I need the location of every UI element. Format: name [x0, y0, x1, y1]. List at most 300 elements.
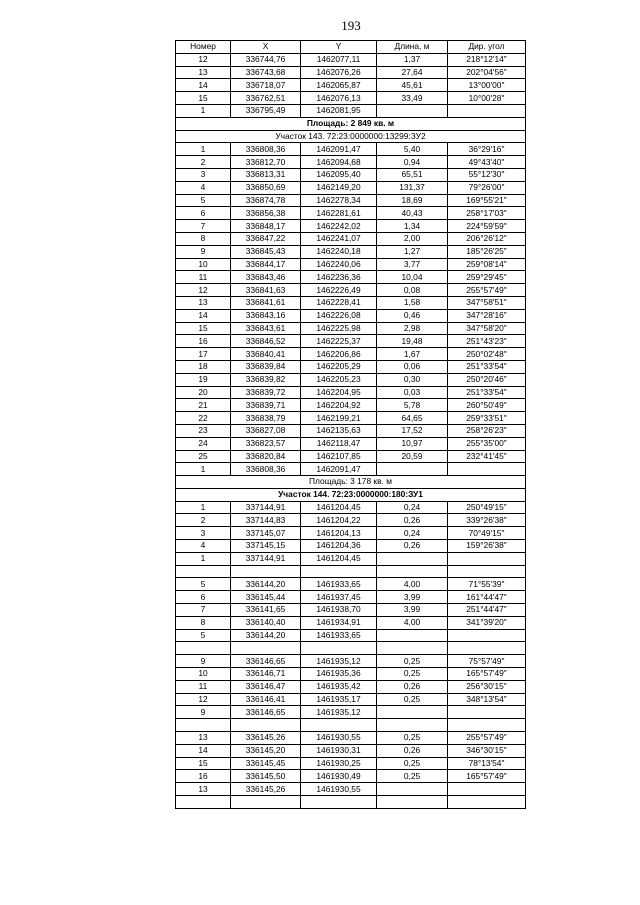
cell-x: 336145,50 — [231, 770, 301, 783]
cell-x: 336144,20 — [231, 578, 301, 591]
cell-y: 1462278,34 — [301, 194, 377, 207]
table-row — [176, 552, 526, 565]
cell-y: 1462095,40 — [301, 168, 377, 181]
table-row — [176, 693, 526, 706]
header-x: X — [231, 41, 301, 54]
header-row — [176, 41, 526, 54]
cell-number — [176, 642, 231, 655]
cell-direction-angle: 250°02'48" — [448, 348, 526, 361]
cell-y: 1461935,36 — [301, 668, 377, 681]
cell-number: 13 — [176, 783, 231, 796]
cell-y: 1462091,47 — [301, 463, 377, 476]
cell-direction-angle — [448, 642, 526, 655]
cell-direction-angle: 185°26'25" — [448, 245, 526, 258]
cell-length: 45,61 — [377, 79, 448, 92]
cell-number: 5 — [176, 194, 231, 207]
cell-number: 9 — [176, 706, 231, 719]
cell-direction-angle: 78°13'54" — [448, 757, 526, 770]
cell-direction-angle: 218°12'14" — [448, 53, 526, 66]
header-number: Номер — [176, 41, 231, 54]
cell-y: 1462205,23 — [301, 373, 377, 386]
cell-x: 337144,91 — [231, 552, 301, 565]
cell-length: 4,00 — [377, 616, 448, 629]
cell-x: 336718,07 — [231, 79, 301, 92]
cell-number: 11 — [176, 271, 231, 284]
cell-length — [377, 719, 448, 732]
cell-direction-angle: 339°26'38" — [448, 514, 526, 527]
cell-x: 336145,44 — [231, 591, 301, 604]
table-row — [176, 284, 526, 297]
table-row — [176, 450, 526, 463]
cell-direction-angle — [448, 104, 526, 117]
cell-x: 336812,70 — [231, 156, 301, 169]
cell-length: 0,24 — [377, 527, 448, 540]
cell-number: 25 — [176, 450, 231, 463]
cell-length — [377, 796, 448, 809]
table-row — [176, 783, 526, 796]
cell-y: 1461930,49 — [301, 770, 377, 783]
table-row — [176, 322, 526, 335]
cell-x: 336856,38 — [231, 207, 301, 220]
cell-y: 1461935,12 — [301, 706, 377, 719]
cell-x: 336144,20 — [231, 629, 301, 642]
cell-direction-angle: 159°26'38" — [448, 540, 526, 553]
cell-y: 1461935,17 — [301, 693, 377, 706]
table-row — [176, 565, 526, 578]
cell-number: 22 — [176, 412, 231, 425]
table-row — [176, 591, 526, 604]
cell-y: 1462226,08 — [301, 309, 377, 322]
cell-y — [301, 719, 377, 732]
cell-length: 0,94 — [377, 156, 448, 169]
cell-number: 7 — [176, 604, 231, 617]
cell-length: 0,25 — [377, 757, 448, 770]
cell-length — [377, 629, 448, 642]
cell-x — [231, 642, 301, 655]
cell-direction-angle: 161°44'47" — [448, 591, 526, 604]
cell-number: 2 — [176, 156, 231, 169]
cell-number: 19 — [176, 373, 231, 386]
cell-number: 1 — [176, 552, 231, 565]
cell-direction-angle: 255°57'49" — [448, 732, 526, 745]
cell-x: 336839,71 — [231, 399, 301, 412]
section-label: Площадь: 3 178 кв. м — [176, 476, 526, 489]
cell-direction-angle: 250°20'46" — [448, 373, 526, 386]
table-row — [176, 668, 526, 681]
cell-direction-angle: 206°26'12" — [448, 232, 526, 245]
cell-y: 1461937,45 — [301, 591, 377, 604]
cell-length: 0,03 — [377, 386, 448, 399]
table-row — [176, 604, 526, 617]
table-row — [176, 168, 526, 181]
cell-number: 1 — [176, 463, 231, 476]
cell-length: 1,37 — [377, 53, 448, 66]
cell-length: 1,58 — [377, 296, 448, 309]
cell-number: 10 — [176, 668, 231, 681]
table-row — [176, 796, 526, 809]
cell-length: 3,77 — [377, 258, 448, 271]
cell-x: 336827,08 — [231, 424, 301, 437]
table-row — [176, 399, 526, 412]
cell-number: 3 — [176, 168, 231, 181]
cell-length: 0,26 — [377, 744, 448, 757]
cell-number: 12 — [176, 284, 231, 297]
cell-x: 336146,71 — [231, 668, 301, 681]
cell-y: 1462118,47 — [301, 437, 377, 450]
cell-x: 336839,72 — [231, 386, 301, 399]
cell-direction-angle: 341°39'20" — [448, 616, 526, 629]
cell-length: 0,26 — [377, 514, 448, 527]
cell-number: 5 — [176, 629, 231, 642]
cell-direction-angle: 169°55'21" — [448, 194, 526, 207]
cell-number: 3 — [176, 527, 231, 540]
table-row — [176, 706, 526, 719]
cell-number: 20 — [176, 386, 231, 399]
cell-direction-angle: 10°00'28" — [448, 92, 526, 105]
cell-y: 1462076,13 — [301, 92, 377, 105]
cell-length: 10,04 — [377, 271, 448, 284]
cell-direction-angle: 256°30'15" — [448, 680, 526, 693]
table-row — [176, 373, 526, 386]
cell-direction-angle: 255°35'00" — [448, 437, 526, 450]
cell-x: 336823,57 — [231, 437, 301, 450]
cell-direction-angle: 255°57'49" — [448, 284, 526, 297]
cell-number: 4 — [176, 540, 231, 553]
cell-direction-angle — [448, 552, 526, 565]
table-row — [176, 258, 526, 271]
cell-direction-angle: 79°26'00" — [448, 181, 526, 194]
cell-direction-angle: 71°55'39" — [448, 578, 526, 591]
header-direction-angle: Дир. угол — [448, 41, 526, 54]
cell-number: 14 — [176, 309, 231, 322]
cell-direction-angle: 346°30'15" — [448, 744, 526, 757]
cell-number: 15 — [176, 757, 231, 770]
cell-y: 1462065,87 — [301, 79, 377, 92]
table-row — [176, 207, 526, 220]
coordinates-table — [175, 40, 526, 809]
section-label: Площадь: 2 849 кв. м — [176, 117, 526, 130]
cell-direction-angle: 259°08'14" — [448, 258, 526, 271]
cell-length: 1,67 — [377, 348, 448, 361]
cell-x: 336850,69 — [231, 181, 301, 194]
cell-direction-angle: 259°29'45" — [448, 271, 526, 284]
cell-length: 0,25 — [377, 693, 448, 706]
cell-length: 0,24 — [377, 501, 448, 514]
cell-y: 1462240,18 — [301, 245, 377, 258]
cell-number — [176, 565, 231, 578]
cell-length: 65,51 — [377, 168, 448, 181]
cell-y: 1462076,26 — [301, 66, 377, 79]
cell-x: 336841,63 — [231, 284, 301, 297]
cell-number: 14 — [176, 79, 231, 92]
cell-number: 14 — [176, 744, 231, 757]
cell-y: 1462094,68 — [301, 156, 377, 169]
cell-length: 0,25 — [377, 770, 448, 783]
cell-x: 336808,36 — [231, 463, 301, 476]
cell-length: 3,99 — [377, 604, 448, 617]
table-row — [176, 143, 526, 156]
table-row — [176, 527, 526, 540]
cell-number: 11 — [176, 680, 231, 693]
cell-number: 4 — [176, 181, 231, 194]
section-row — [176, 488, 526, 501]
cell-length: 0,46 — [377, 309, 448, 322]
cell-x: 336145,26 — [231, 732, 301, 745]
cell-y: 1461933,65 — [301, 629, 377, 642]
table-row — [176, 732, 526, 745]
cell-x: 336140,40 — [231, 616, 301, 629]
cell-direction-angle: 70°49'15" — [448, 527, 526, 540]
cell-length: 0,26 — [377, 680, 448, 693]
cell-number: 8 — [176, 232, 231, 245]
cell-direction-angle: 165°57'49" — [448, 668, 526, 681]
cell-x: 336146,41 — [231, 693, 301, 706]
cell-y: 1462091,47 — [301, 143, 377, 156]
cell-x: 336846,52 — [231, 335, 301, 348]
table-row — [176, 271, 526, 284]
cell-y: 1462241,07 — [301, 232, 377, 245]
cell-length: 3,99 — [377, 591, 448, 604]
table-row — [176, 514, 526, 527]
page-number: 193 — [341, 18, 361, 33]
table-row — [176, 437, 526, 450]
cell-number: 9 — [176, 245, 231, 258]
cell-number: 9 — [176, 655, 231, 668]
cell-length: 0,30 — [377, 373, 448, 386]
table-row — [176, 296, 526, 309]
cell-direction-angle: 13°00'00" — [448, 79, 526, 92]
cell-length — [377, 642, 448, 655]
cell-direction-angle — [448, 565, 526, 578]
cell-direction-angle: 75°57'49" — [448, 655, 526, 668]
cell-y: 1462077,11 — [301, 53, 377, 66]
cell-y: 1461935,42 — [301, 680, 377, 693]
cell-y — [301, 796, 377, 809]
cell-y: 1462281,61 — [301, 207, 377, 220]
cell-length: 40,43 — [377, 207, 448, 220]
cell-length: 2,98 — [377, 322, 448, 335]
cell-x: 336874,78 — [231, 194, 301, 207]
cell-length: 64,65 — [377, 412, 448, 425]
cell-length: 10,97 — [377, 437, 448, 450]
cell-x: 336839,84 — [231, 360, 301, 373]
table-row — [176, 348, 526, 361]
cell-number: 7 — [176, 220, 231, 233]
cell-number: 12 — [176, 693, 231, 706]
cell-length: 5,78 — [377, 399, 448, 412]
table-row — [176, 757, 526, 770]
cell-direction-angle: 202°04'56" — [448, 66, 526, 79]
cell-number — [176, 719, 231, 732]
cell-length: 1,34 — [377, 220, 448, 233]
cell-number: 1 — [176, 104, 231, 117]
cell-length: 0,25 — [377, 668, 448, 681]
cell-y: 1462205,29 — [301, 360, 377, 373]
table-row — [176, 386, 526, 399]
cell-length — [377, 783, 448, 796]
cell-y — [301, 642, 377, 655]
cell-x: 336795,49 — [231, 104, 301, 117]
cell-number: 16 — [176, 770, 231, 783]
cell-y: 1462149,20 — [301, 181, 377, 194]
cell-length: 0,25 — [377, 732, 448, 745]
cell-y: 1462135,63 — [301, 424, 377, 437]
cell-number: 13 — [176, 296, 231, 309]
cell-y: 1461930,55 — [301, 783, 377, 796]
table-row — [176, 194, 526, 207]
cell-x: 336839,82 — [231, 373, 301, 386]
table-row — [176, 181, 526, 194]
cell-length — [377, 104, 448, 117]
cell-direction-angle: 251°33'54" — [448, 386, 526, 399]
cell-direction-angle — [448, 629, 526, 642]
cell-number: 13 — [176, 732, 231, 745]
cell-length: 18,69 — [377, 194, 448, 207]
section-label: Участок 144. 72:23:0000000:180:ЗУ1 — [176, 488, 526, 501]
table-row — [176, 655, 526, 668]
section-row — [176, 476, 526, 489]
table-row — [176, 616, 526, 629]
table-row — [176, 92, 526, 105]
cell-length: 0,06 — [377, 360, 448, 373]
cell-y: 1461204,22 — [301, 514, 377, 527]
cell-number: 6 — [176, 591, 231, 604]
cell-x: 336847,22 — [231, 232, 301, 245]
cell-y: 1462242,02 — [301, 220, 377, 233]
cell-length — [377, 463, 448, 476]
cell-y: 1461204,36 — [301, 540, 377, 553]
table-row — [176, 156, 526, 169]
cell-x: 336838,79 — [231, 412, 301, 425]
cell-length: 4,00 — [377, 578, 448, 591]
cell-number: 1 — [176, 501, 231, 514]
cell-y: 1462240,06 — [301, 258, 377, 271]
cell-x: 336762,51 — [231, 92, 301, 105]
table-row — [176, 245, 526, 258]
table-row — [176, 66, 526, 79]
cell-length: 1,27 — [377, 245, 448, 258]
cell-number: 17 — [176, 348, 231, 361]
cell-y: 1461934,91 — [301, 616, 377, 629]
cell-y: 1462199,21 — [301, 412, 377, 425]
cell-y — [301, 565, 377, 578]
cell-y: 1461204,45 — [301, 552, 377, 565]
cell-x: 336844,17 — [231, 258, 301, 271]
cell-length: 2,00 — [377, 232, 448, 245]
cell-number: 21 — [176, 399, 231, 412]
cell-x: 336145,45 — [231, 757, 301, 770]
table-row — [176, 770, 526, 783]
cell-y: 1462228,41 — [301, 296, 377, 309]
table-row — [176, 744, 526, 757]
cell-y: 1462204,92 — [301, 399, 377, 412]
cell-y: 1461930,25 — [301, 757, 377, 770]
table-row — [176, 232, 526, 245]
table-row — [176, 53, 526, 66]
cell-number: 8 — [176, 616, 231, 629]
cell-number: 18 — [176, 360, 231, 373]
cell-y: 1461930,55 — [301, 732, 377, 745]
table-row — [176, 719, 526, 732]
cell-direction-angle: 165°57'49" — [448, 770, 526, 783]
cell-x — [231, 796, 301, 809]
cell-x: 336743,68 — [231, 66, 301, 79]
cell-length — [377, 552, 448, 565]
cell-length: 20,59 — [377, 450, 448, 463]
cell-length: 17,52 — [377, 424, 448, 437]
table-row — [176, 629, 526, 642]
cell-direction-angle — [448, 706, 526, 719]
cell-x: 336145,26 — [231, 783, 301, 796]
table-row — [176, 642, 526, 655]
cell-direction-angle: 260°50'49" — [448, 399, 526, 412]
cell-x: 337144,83 — [231, 514, 301, 527]
cell-x — [231, 565, 301, 578]
cell-direction-angle: 250°49'15" — [448, 501, 526, 514]
cell-number: 13 — [176, 66, 231, 79]
table-row — [176, 463, 526, 476]
cell-x: 336145,20 — [231, 744, 301, 757]
cell-length: 33,49 — [377, 92, 448, 105]
cell-y: 1461930,31 — [301, 744, 377, 757]
cell-x: 337145,07 — [231, 527, 301, 540]
table-row — [176, 220, 526, 233]
cell-length: 5,40 — [377, 143, 448, 156]
cell-direction-angle: 251°43'23" — [448, 335, 526, 348]
cell-direction-angle: 348°13'54" — [448, 693, 526, 706]
cell-length: 27,64 — [377, 66, 448, 79]
table-row — [176, 578, 526, 591]
cell-direction-angle: 55°12'30" — [448, 168, 526, 181]
cell-direction-angle: 347°58'51" — [448, 296, 526, 309]
cell-x: 336848,17 — [231, 220, 301, 233]
cell-y: 1462204,95 — [301, 386, 377, 399]
cell-direction-angle: 224°59'59" — [448, 220, 526, 233]
cell-x: 336744,76 — [231, 53, 301, 66]
cell-x: 336813,31 — [231, 168, 301, 181]
cell-y: 1461204,45 — [301, 501, 377, 514]
cell-x: 337145,15 — [231, 540, 301, 553]
header-y: Y — [301, 41, 377, 54]
table-row — [176, 360, 526, 373]
cell-x: 336820,84 — [231, 450, 301, 463]
cell-direction-angle: 36°29'16" — [448, 143, 526, 156]
cell-number: 23 — [176, 424, 231, 437]
cell-number: 10 — [176, 258, 231, 271]
table-row — [176, 309, 526, 322]
header-length: Длина, м — [377, 41, 448, 54]
cell-number: 15 — [176, 322, 231, 335]
cell-direction-angle: 251°44'47" — [448, 604, 526, 617]
cell-direction-angle: 347°58'20" — [448, 322, 526, 335]
cell-direction-angle: 49°43'40" — [448, 156, 526, 169]
cell-direction-angle — [448, 719, 526, 732]
table-row — [176, 501, 526, 514]
table-header — [176, 41, 526, 54]
cell-y: 1461938,70 — [301, 604, 377, 617]
cell-x: 336843,16 — [231, 309, 301, 322]
cell-x: 336146,47 — [231, 680, 301, 693]
cell-direction-angle: 259°33'51" — [448, 412, 526, 425]
cell-x: 336141,65 — [231, 604, 301, 617]
cell-number: 15 — [176, 92, 231, 105]
table-row — [176, 104, 526, 117]
cell-y: 1461204,13 — [301, 527, 377, 540]
cell-x: 336843,61 — [231, 322, 301, 335]
cell-direction-angle — [448, 463, 526, 476]
cell-direction-angle — [448, 796, 526, 809]
cell-x: 336808,36 — [231, 143, 301, 156]
